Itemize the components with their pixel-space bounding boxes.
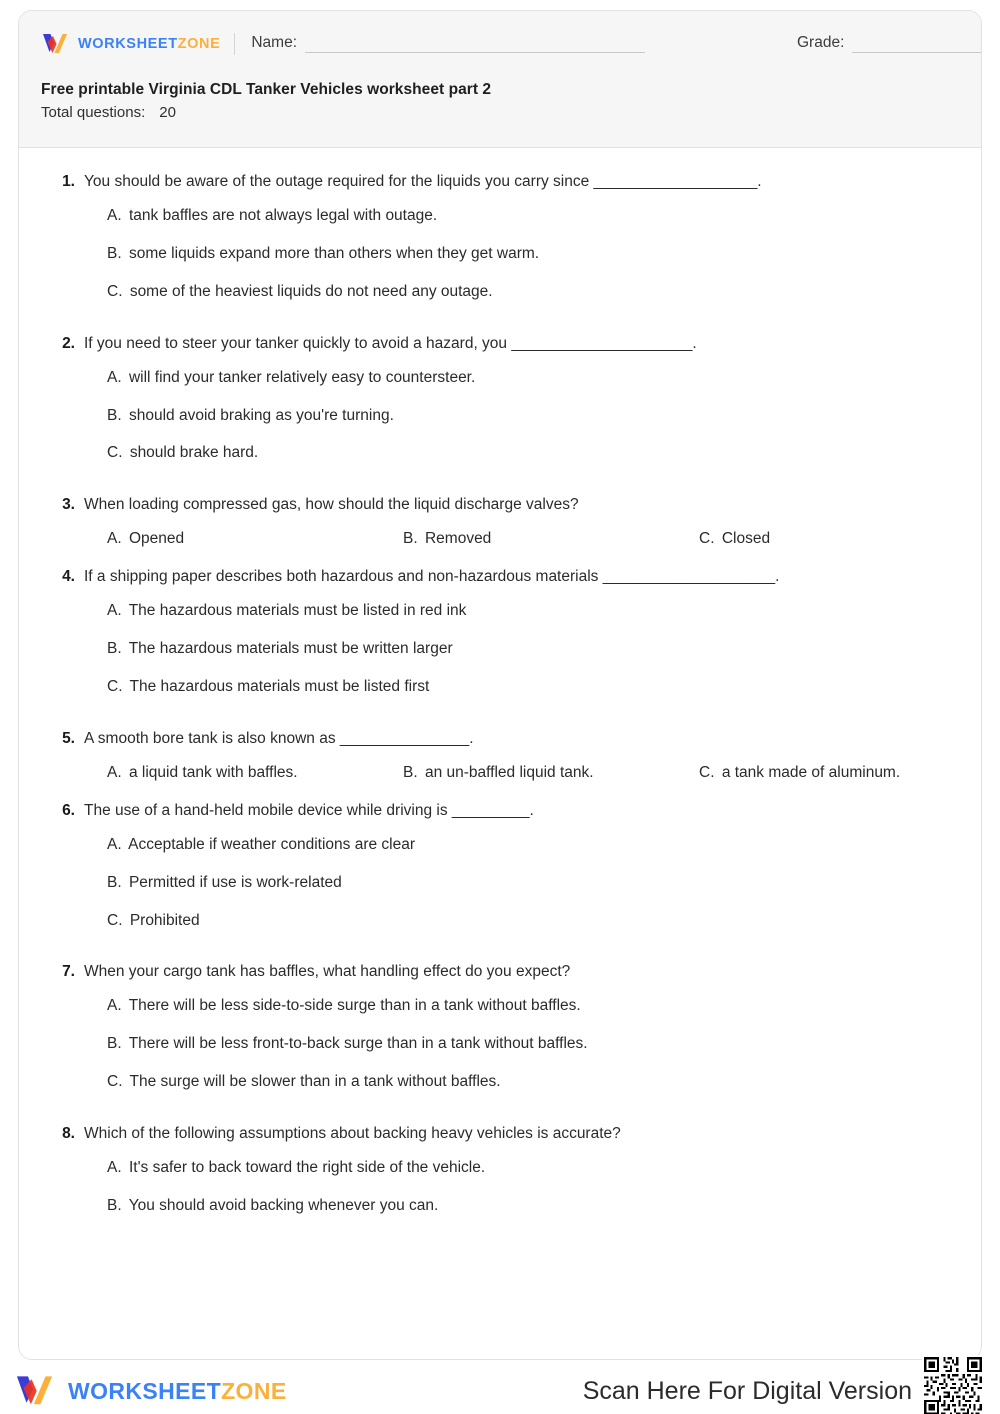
name-label: Name: [251, 34, 297, 52]
question-body [75, 495, 955, 560]
option-item[interactable] [84, 244, 955, 265]
option-letter: A. [107, 530, 122, 548]
option-item[interactable] [84, 282, 955, 303]
option-letter: A. [107, 368, 122, 386]
question-item [45, 172, 955, 320]
question-body [75, 1124, 955, 1234]
option-letter: B. [107, 1035, 122, 1053]
option-item[interactable] [84, 406, 955, 427]
total-questions-label: Total questions: [41, 104, 146, 121]
option-letter: C. [107, 911, 123, 929]
question-number: 8. [62, 1125, 75, 1143]
option-letter: A. [107, 206, 122, 224]
questions-list [19, 148, 981, 1234]
option-letter: B. [107, 873, 122, 891]
header-divider [234, 33, 235, 55]
header-top-row [41, 27, 959, 61]
question-text: If you need to steer your tanker quickly to avoid a hazard, you _____________________. [84, 334, 697, 352]
question-number: 3. [62, 496, 75, 514]
option-text: The hazardous materials must be listed first [129, 677, 430, 695]
option-item[interactable] [84, 206, 955, 227]
option-item[interactable] [84, 368, 955, 389]
question-text: If a shipping paper describes both hazardous and non-hazardous materials ____________________. [84, 568, 780, 586]
total-questions [41, 104, 959, 121]
question-text: Which of the following assumptions about backing heavy vehicles is accurate? [84, 1125, 621, 1143]
option-letter: A. [107, 602, 122, 620]
option-item[interactable] [84, 1158, 955, 1179]
footer-logo-text-worksheet: WORKSHEET [68, 1377, 222, 1404]
header-logo-text [78, 36, 220, 52]
option-text: a tank made of aluminum. [721, 763, 901, 781]
question-item [45, 801, 955, 949]
question-text: You should be aware of the outage required for the liquids you carry since ___________________. [84, 173, 762, 190]
option-item[interactable] [84, 835, 955, 856]
option-list [84, 763, 955, 794]
worksheet-header [19, 11, 981, 148]
option-list [84, 529, 955, 560]
option-text: The surge will be slower than in a tank without baffles. [129, 1073, 501, 1091]
worksheetzone-w-logo-icon [14, 1373, 58, 1409]
question-text: The use of a hand-held mobile device while driving is _________. [84, 801, 534, 819]
option-text: Prohibited [129, 911, 200, 929]
option-text: should avoid braking as you're turning. [128, 406, 394, 424]
option-list [84, 601, 955, 698]
option-item[interactable] [403, 763, 699, 784]
option-letter: B. [107, 1196, 122, 1214]
option-text: The hazardous materials must be listed in red ink [128, 602, 467, 620]
worksheet-card [18, 10, 982, 1360]
option-list [84, 996, 955, 1093]
title-block [41, 81, 959, 121]
option-item[interactable] [84, 911, 955, 932]
option-text: There will be less side-to-side surge than in a tank without baffles. [128, 997, 581, 1015]
option-text: should brake hard. [129, 444, 259, 462]
question-item [45, 495, 955, 560]
question-text: When loading compressed gas, how should the liquid discharge valves? [84, 496, 579, 514]
option-text: The hazardous materials must be written larger [128, 640, 453, 658]
worksheet-footer [0, 1368, 1000, 1414]
option-item[interactable] [699, 763, 955, 784]
option-letter: A. [107, 763, 122, 781]
option-text: a liquid tank with baffles. [128, 763, 298, 781]
option-item[interactable] [84, 443, 955, 464]
option-letter: B. [403, 763, 418, 781]
name-field[interactable] [251, 35, 645, 53]
option-letter: C. [107, 282, 123, 300]
option-letter: B. [107, 244, 122, 262]
option-letter: A. [107, 835, 122, 853]
option-item[interactable] [84, 1196, 955, 1217]
question-number: 5. [62, 729, 75, 747]
option-letter: A. [107, 997, 122, 1015]
option-letter: A. [107, 1159, 122, 1177]
option-letter: C. [107, 444, 123, 462]
option-text: It's safer to back toward the right side of the vehicle. [128, 1159, 486, 1177]
option-item[interactable] [84, 677, 955, 698]
worksheet-title: Free printable Virginia CDL Tanker Vehicles worksheet part 2 [41, 81, 492, 98]
question-text: When your cargo tank has baffles, what handling effect do you expect? [84, 963, 571, 981]
question-text: A smooth bore tank is also known as _______________. [84, 729, 474, 747]
option-text: some of the heaviest liquids do not need any outage. [129, 282, 493, 300]
question-number: 7. [62, 963, 75, 981]
option-letter: B. [107, 640, 122, 658]
question-item [45, 1124, 955, 1234]
option-item[interactable] [84, 873, 955, 894]
qr-code-icon[interactable] [922, 1355, 984, 1414]
option-item[interactable] [84, 1034, 955, 1055]
option-text: will find your tanker relatively easy to countersteer. [128, 368, 476, 386]
option-list [84, 1158, 955, 1217]
scan-here-text: Scan Here For Digital Version [582, 1376, 912, 1405]
option-item[interactable] [107, 763, 403, 784]
option-text: Opened [128, 530, 185, 548]
question-body [75, 962, 955, 1110]
grade-input-line[interactable] [852, 38, 982, 53]
option-letter: C. [699, 530, 715, 548]
option-text: Permitted if use is work-related [128, 873, 342, 891]
option-text: There will be less front-to-back surge than in a tank without baffles. [128, 1035, 588, 1053]
question-item [45, 567, 955, 715]
option-item[interactable] [84, 639, 955, 660]
question-number: 1. [62, 173, 75, 190]
grade-label: Grade: [797, 34, 845, 52]
option-item[interactable] [84, 601, 955, 622]
option-letter: B. [403, 530, 418, 548]
question-body [75, 172, 955, 320]
option-text: an un-baffled liquid tank. [424, 763, 594, 781]
footer-logo[interactable] [14, 1373, 287, 1409]
option-text: Closed [721, 530, 771, 548]
option-list [84, 368, 955, 465]
option-list [84, 835, 955, 932]
worksheetzone-w-logo-icon [41, 32, 71, 56]
question-item [45, 729, 955, 794]
option-item[interactable] [403, 529, 699, 550]
option-letter: C. [699, 763, 715, 781]
question-body [75, 801, 955, 949]
question-body [75, 729, 955, 794]
footer-logo-text-zone: ZONE [221, 1377, 287, 1404]
logo-text-zone: ZONE [177, 36, 221, 52]
option-item[interactable] [84, 1072, 955, 1093]
option-item[interactable] [699, 529, 955, 550]
total-questions-value: 20 [159, 104, 176, 121]
question-number: 2. [62, 334, 75, 352]
name-input-line[interactable] [305, 38, 645, 53]
option-item[interactable] [107, 529, 403, 550]
footer-logo-text [68, 1378, 287, 1405]
header-logo[interactable] [41, 32, 220, 56]
question-number: 4. [62, 568, 75, 586]
option-text: Removed [424, 530, 492, 548]
option-text: Acceptable if weather conditions are clear [128, 835, 416, 853]
logo-text-worksheet: WORKSHEET [78, 36, 178, 52]
question-item [45, 962, 955, 1110]
question-item [45, 334, 955, 482]
option-letter: C. [107, 1073, 123, 1091]
option-letter: C. [107, 677, 123, 695]
question-number: 6. [62, 801, 75, 819]
option-text: tank baffles are not always legal with outage. [128, 206, 438, 224]
question-body [75, 567, 955, 715]
option-item[interactable] [84, 996, 955, 1017]
option-text: some liquids expand more than others when they get warm. [128, 244, 540, 262]
option-text: You should avoid backing whenever you can. [128, 1196, 439, 1214]
option-letter: B. [107, 406, 122, 424]
option-list [84, 206, 955, 303]
question-body [75, 334, 955, 482]
grade-field[interactable] [797, 35, 982, 53]
